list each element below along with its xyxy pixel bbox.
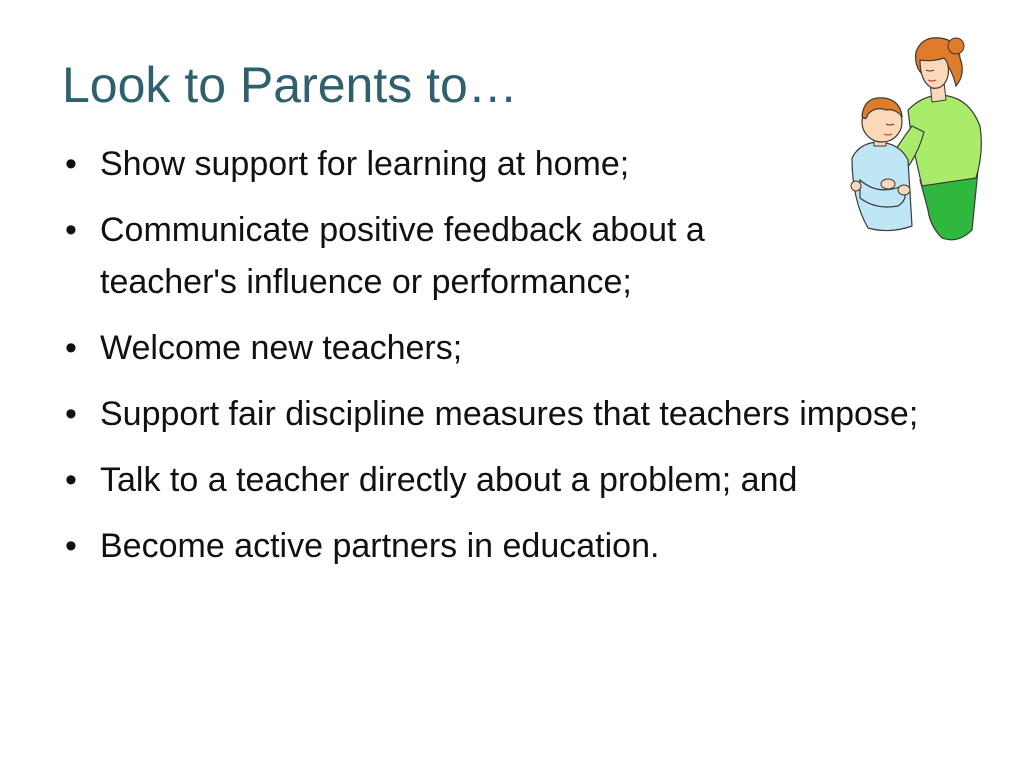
- bullet-text: Show support for learning at home;: [100, 145, 630, 183]
- child-hand-shape: [898, 185, 910, 195]
- bullet-item: [56, 204, 956, 308]
- slide-title: Look to Parents to…: [62, 57, 518, 113]
- mother-hair-bun-shape: [948, 38, 964, 54]
- bullet-list: [56, 138, 956, 586]
- child-hand-shape: [851, 181, 861, 191]
- bullet-item: [56, 388, 956, 440]
- mother-and-child-clipart-icon: [838, 30, 988, 245]
- bullet-dot-icon: •: [65, 145, 77, 183]
- mother-face-shape: [920, 58, 949, 88]
- bullet-dot-icon: •: [65, 329, 77, 367]
- bullet-text: Communicate positive feedback about a teacher's influence or performance;: [100, 211, 705, 301]
- bullet-text: Become active partners in education.: [100, 527, 660, 565]
- bullet-text: Support fair discipline measures that teachers impose;: [100, 395, 919, 433]
- bullet-text: Talk to a teacher directly about a problem; and: [100, 461, 798, 499]
- bullet-dot-icon: •: [65, 461, 77, 499]
- bullet-item: [56, 454, 956, 506]
- bullet-dot-icon: •: [65, 395, 77, 433]
- mother-hand-shape: [881, 179, 895, 189]
- bullet-dot-icon: •: [65, 211, 77, 249]
- bullet-dot-icon: •: [65, 527, 77, 565]
- bullet-item: [56, 520, 956, 572]
- bullet-text: Welcome new teachers;: [100, 329, 463, 367]
- bullet-item: [56, 138, 956, 190]
- bullet-item: [56, 322, 956, 374]
